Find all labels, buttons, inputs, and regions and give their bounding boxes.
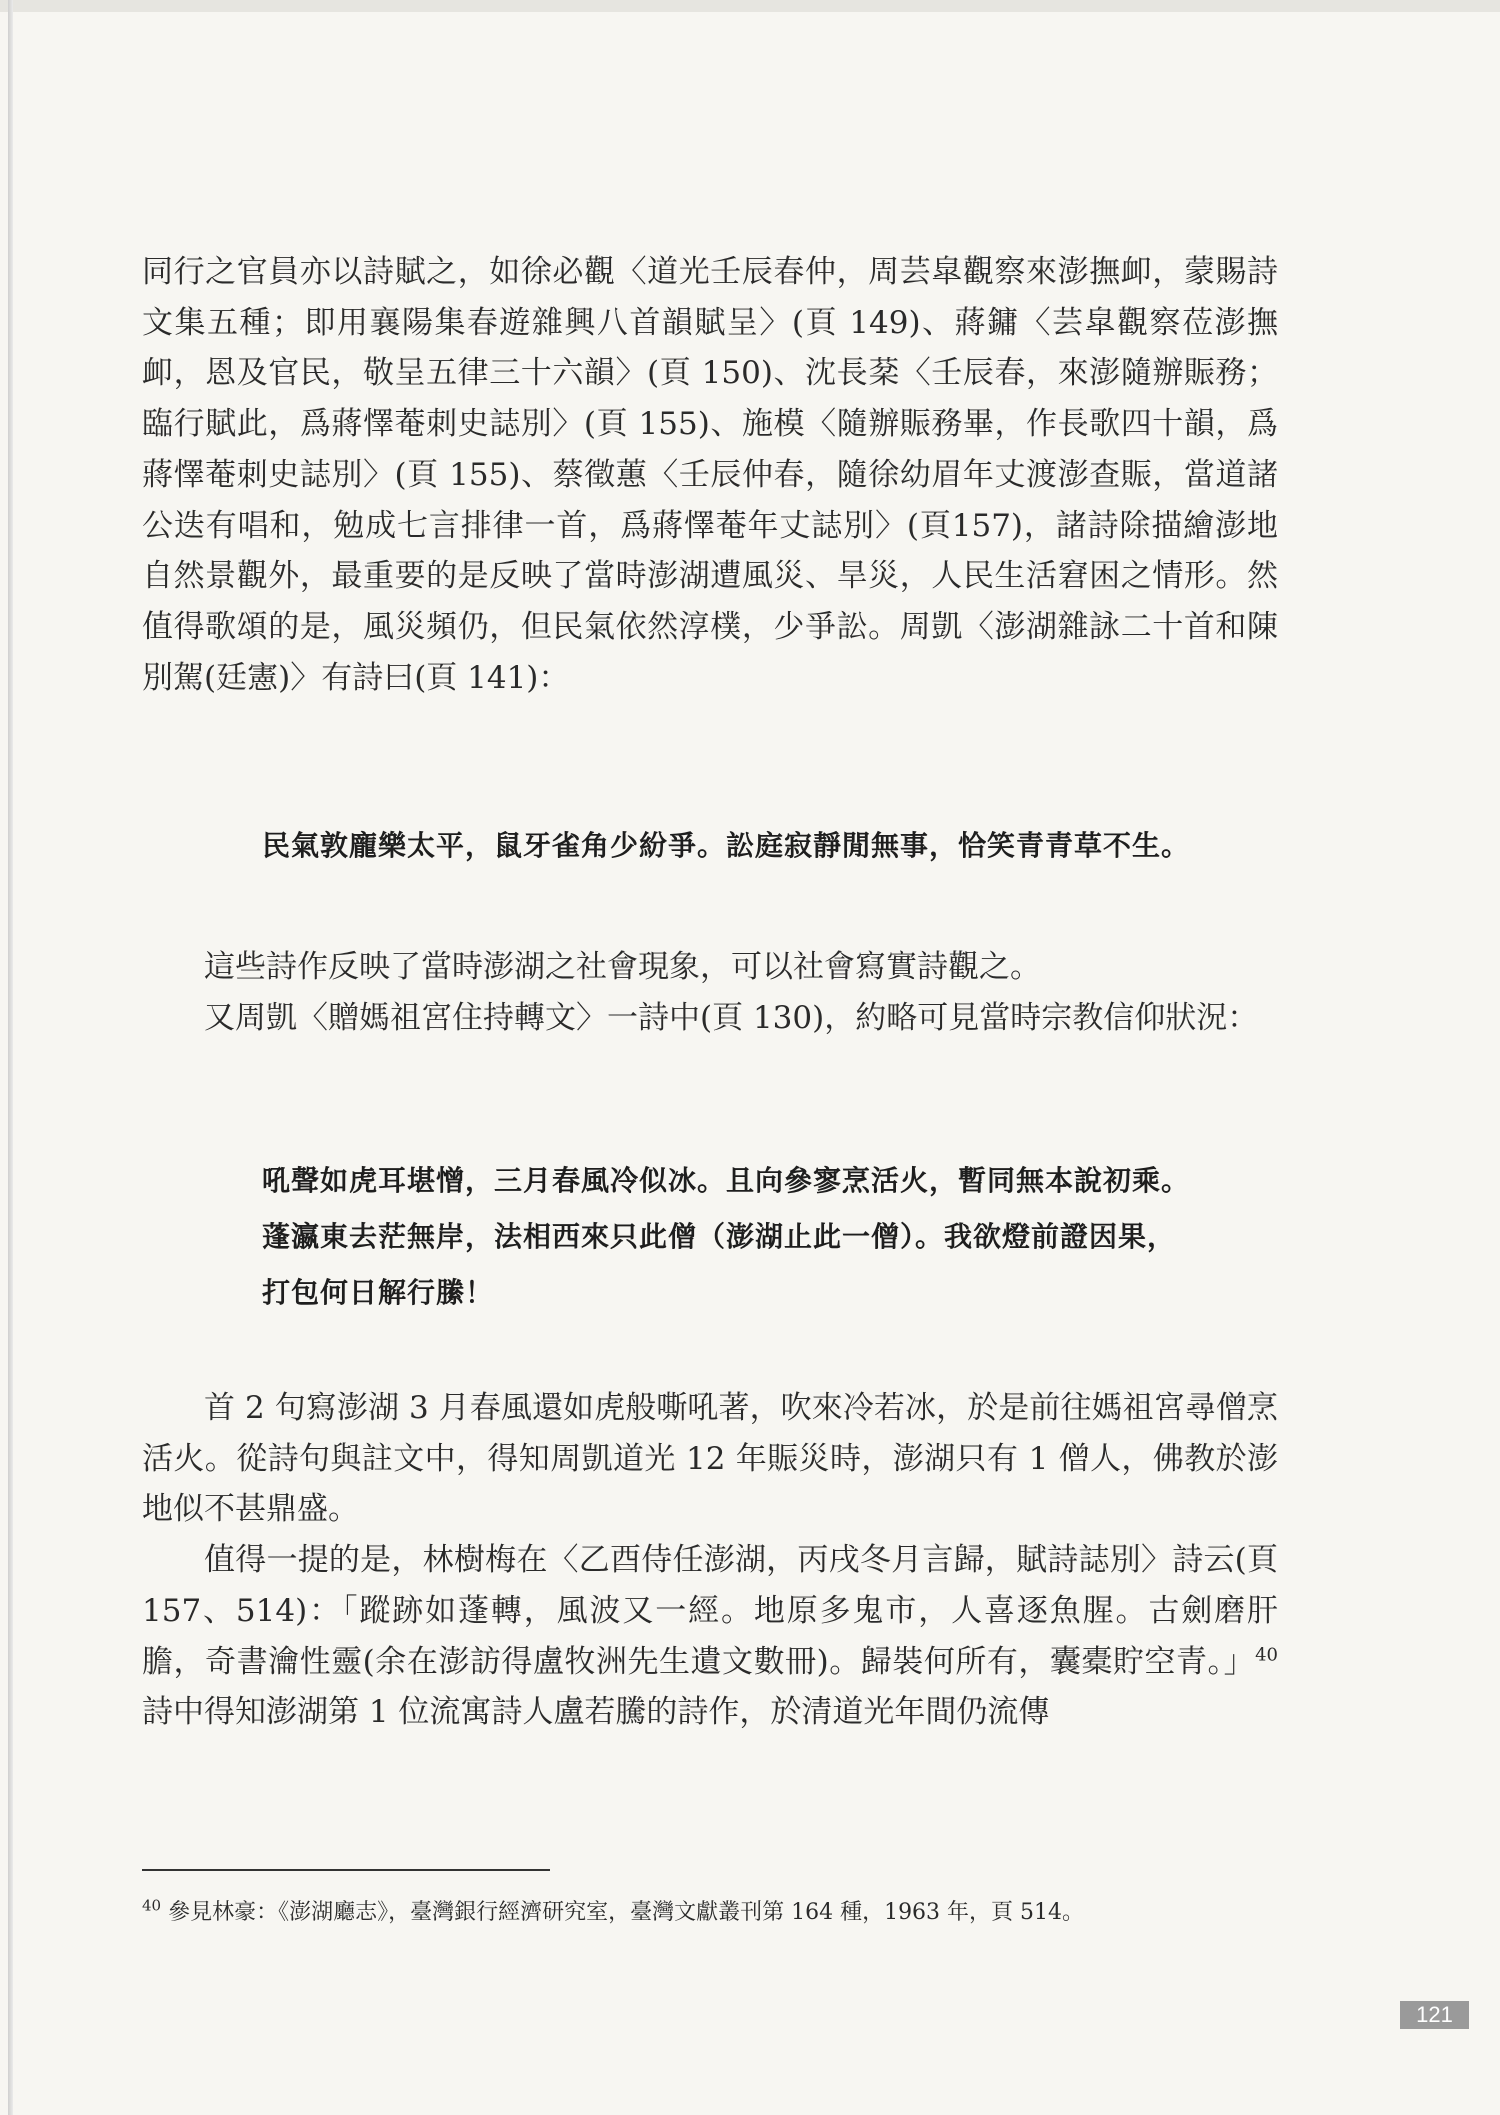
page-edge-shadow <box>8 0 13 2115</box>
poem-2-line-2: 蓬瀛東去茫無岸，法相西來只此僧（澎湖止此一僧）。我欲燈前證因果， <box>262 1220 1177 1253</box>
footnote-number: 40 <box>142 1896 162 1915</box>
paragraph-3: 又周凱〈贈媽祖宮住持轉文〉一詩中(頁 130)，約略可見當時宗教信仰狀況： <box>204 999 1259 1036</box>
footnote-text: 參見林豪：《澎湖廳志》，臺灣銀行經濟研究室，臺灣文獻叢刊第 164 種，1963 年，頁 514。 <box>161 1900 1085 1925</box>
footnote-40 <box>142 1898 1282 1928</box>
body-text-bottom <box>142 1383 1278 1738</box>
paragraph-4: 首 2 句寫澎湖 3 月春風還如虎般嘶吼著，吹來冷若冰，於是前往媽祖宮尋僧烹活火。從詩句與註文中，得知周凱道光 12 年賑災時，澎湖只有 1 僧人，佛教於澎地似不甚鼎盛。 <box>142 1390 1278 1528</box>
page-number: 121 <box>1400 2001 1469 2029</box>
body-text-middle <box>142 942 1278 1043</box>
paragraph-5-text: 值得一提的是，林樹梅在〈乙酉侍任澎湖，丙戌冬月言歸，賦詩誌別〉詩云(頁157、514)：「蹤跡如蓬轉，風波又一經。地原多鬼市，人喜逐魚腥。古劍磨肝膽，奇書瀹性靈(余在澎訪得盧牧洲先生遺文數冊)。歸裝何所有，囊橐貯空青。」 <box>142 1542 1278 1680</box>
scan-top-band <box>0 0 1500 12</box>
paragraph-1: 同行之官員亦以詩賦之，如徐必觀〈道光壬辰春仲，周芸皐觀察來澎撫卹，蒙賜詩文集五種；即用襄陽集春遊雜興八首韻賦呈〉(頁 149)、蔣鏞〈芸皐觀察莅澎撫卹，恩及官民，敬呈五律三十六韻〉(頁 150)、沈長棻〈壬辰春，來澎隨辦賑務；臨行賦此，爲蔣懌菴刺史誌別〉(頁 155)、施模〈隨辦賑務畢，作長歌四十韻，爲蔣懌菴刺史誌別〉(頁 155)、蔡徵蕙〈壬辰仲春，隨徐幼眉年丈渡澎查賑，當道諸公迭有唱和，勉成七言排律一首，爲蔣懌菴年丈誌別〉(頁157)，諸詩除描繪澎地自然景觀外，最重要的是反映了當時澎湖遭風災、旱災，人民生活窘困之情形。然值得歌頌的是，風災頻仍，但民氣依然淳樸，少爭訟。周凱〈澎湖雜詠二十首和陳別駕(廷憲)〉有詩曰(頁 141)： <box>142 254 1278 696</box>
poem-2-line-1: 吼聲如虎耳堪憎，三月春風冷似冰。且向參寥烹活火，暫同無本說初乘。 <box>262 1164 1191 1197</box>
paragraph-5-tail: 詩中得知澎湖第 1 位流寓詩人盧若騰的詩作，於清道光年間仍流傳 <box>142 1694 1050 1731</box>
body-text-top <box>142 247 1278 703</box>
paragraph-2: 這些詩作反映了當時澎湖之社會現象，可以社會寫實詩觀之。 <box>204 949 1041 985</box>
poem-2-line-3: 打包何日解行縢！ <box>262 1276 495 1309</box>
paragraph-5 <box>142 1535 1278 1738</box>
footnote-ref-40[interactable]: 40 <box>1255 1644 1278 1666</box>
poem-quote-2 <box>262 1153 1262 1321</box>
poem-1-line: 民氣敦龐樂太平，鼠牙雀角少紛爭。訟庭寂靜閒無事，恰笑青青草不生。 <box>262 829 1191 862</box>
footnote-divider <box>142 1869 550 1871</box>
poem-quote-1 <box>262 818 1262 874</box>
